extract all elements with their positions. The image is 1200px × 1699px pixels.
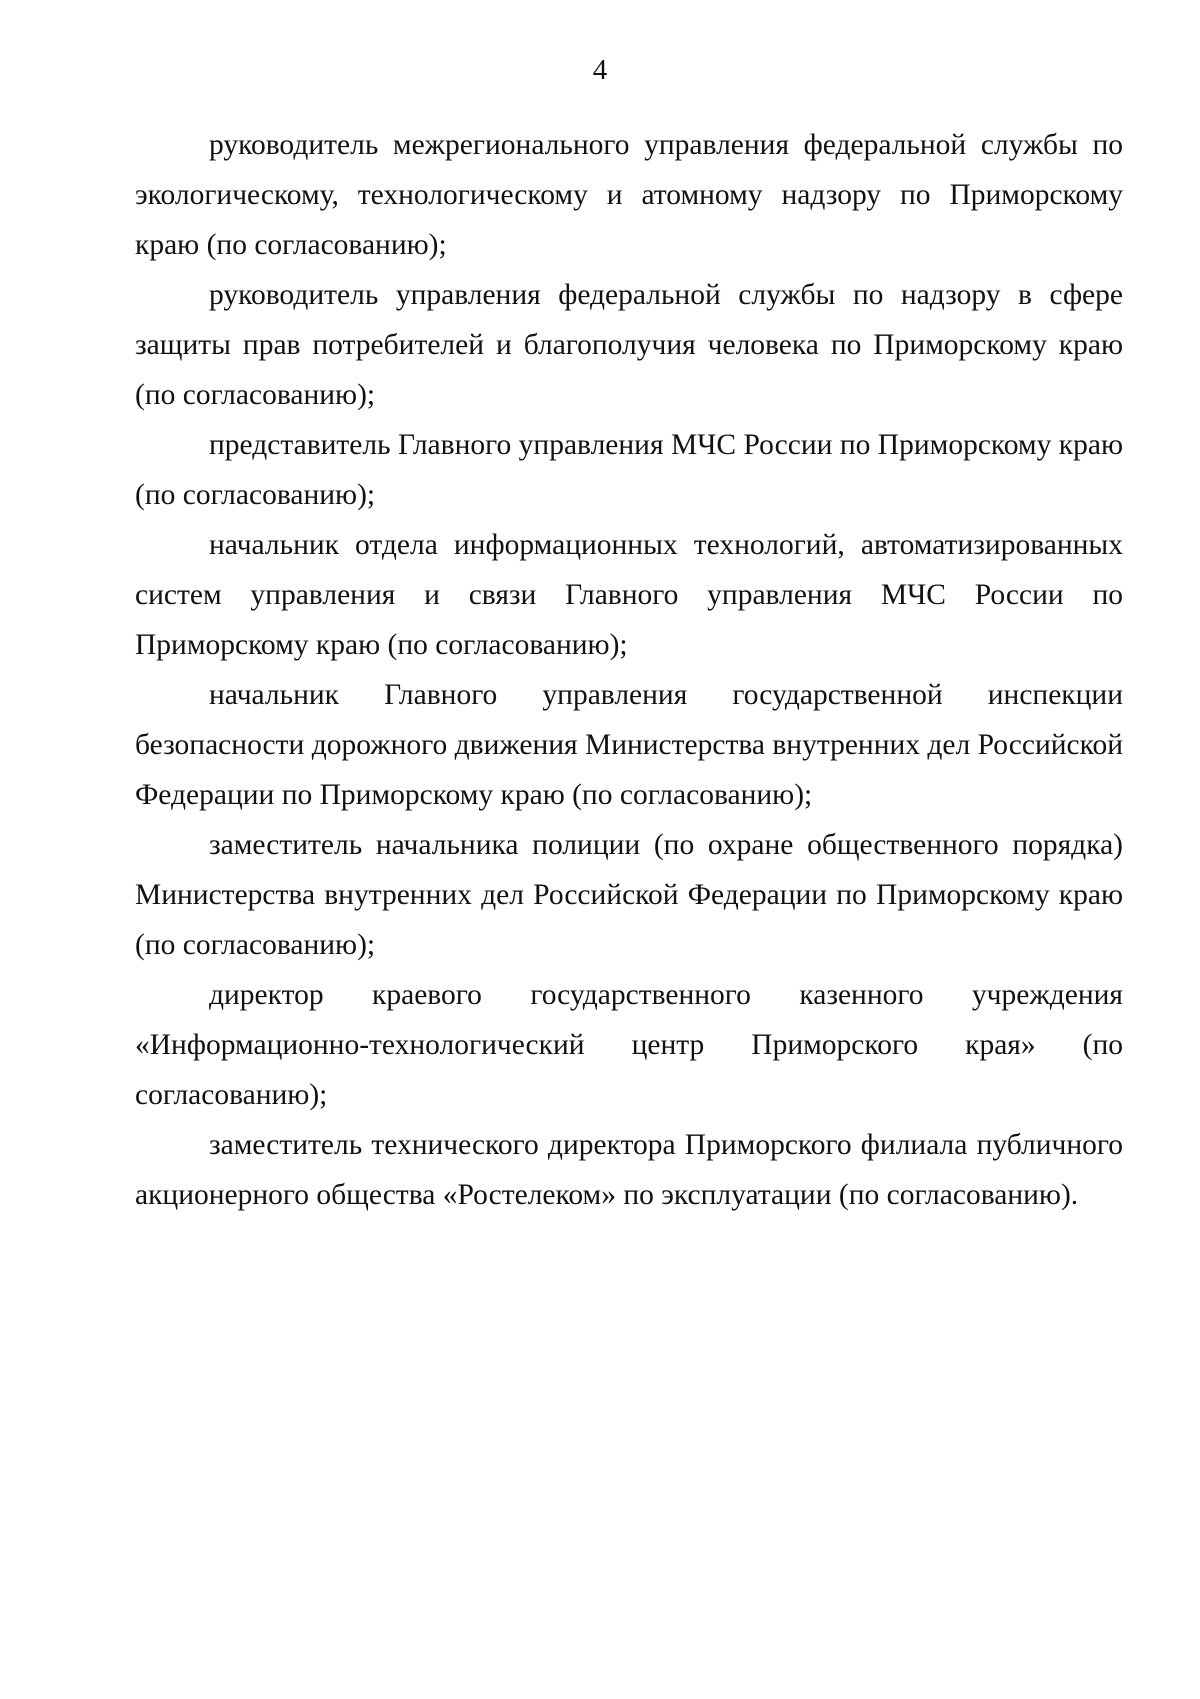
page-number: 4	[592, 54, 608, 86]
paragraph-member-5: начальник Главного управления государственной инспекции безопасности дорожного движения Министерства внутренних дел Российской Федерации по Приморскому краю (по согласованию);	[135, 679, 1124, 811]
paragraph-member-3: представитель Главного управления МЧС России по Приморскому краю (по согласованию);	[135, 429, 1123, 511]
paragraph-member-4: начальник отдела информационных технологий, автоматизированных систем управления и связи Главного управления МЧС России по Приморскому краю (по согласованию);	[135, 529, 1123, 661]
paragraph-member-7: директор краевого государственного казенного учреждения «Информационно-технологический центр Приморского края» (по согласованию);	[135, 979, 1123, 1111]
paragraph-member-8: заместитель технического директора Приморского филиала публичного акционерного общества «Ростелеком» по эксплуатации (по согласованию).	[135, 1129, 1123, 1211]
paragraph-member-6: заместитель начальника полиции (по охране общественного порядка) Министерства внутренних дел Российской Федерации по Приморскому краю (по согласованию);	[135, 829, 1123, 961]
paragraph-member-2: руководитель управления федеральной службы по надзору в сфере защиты прав потребителей и благополучия человека по Приморскому краю (по согласованию);	[135, 279, 1123, 411]
document-body	[135, 120, 1123, 1220]
paragraph-member-1: руководитель межрегионального управления федеральной службы по экологическому, технологическому и атомному надзору по Приморскому краю (по согласованию);	[135, 129, 1123, 261]
